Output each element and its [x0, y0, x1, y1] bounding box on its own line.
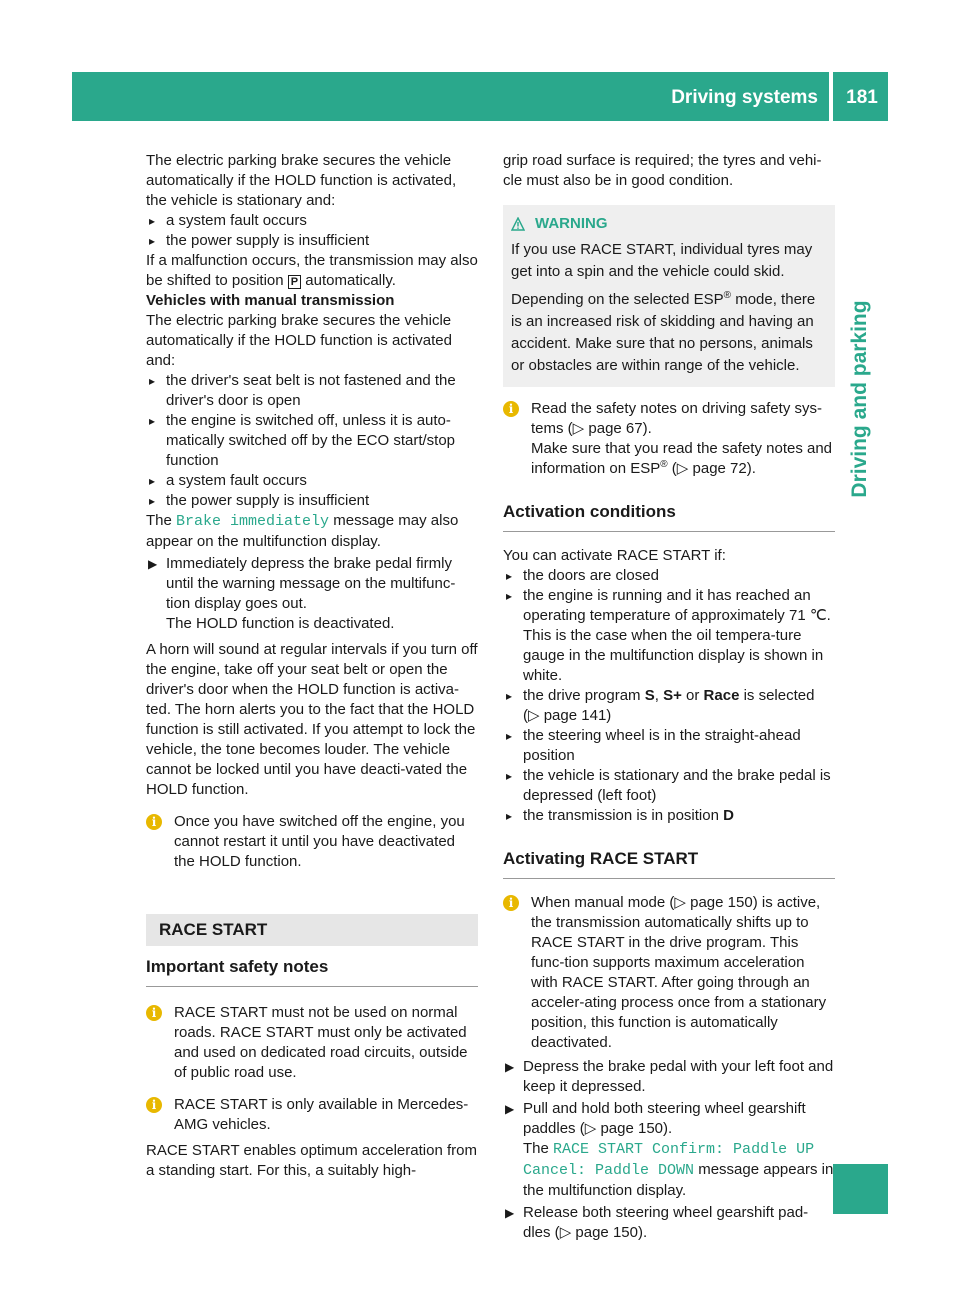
note-text: RACE START is only available in Mercedes-AMG vehicles.	[174, 1096, 469, 1133]
info-note	[503, 893, 835, 1053]
info-note	[146, 1003, 478, 1083]
subheading-manual-transmission: Vehicles with manual transmission	[146, 292, 395, 309]
step-text: Depress the brake pedal with your left foot and keep it depressed.	[523, 1058, 834, 1095]
text: mode, there is an increased risk of skidding and having an accident. Make sure that no persons, animals or obstacles are within range of the vehicle.	[511, 291, 816, 374]
side-tab	[832, 299, 888, 499]
arrow-right-icon: ▶	[505, 1060, 515, 1074]
text: If a malfunction occurs, the transmission may also be shifted to position	[146, 252, 478, 289]
list-item: ▸ the driver's seat belt is not fastened and the driver's door is open	[146, 371, 478, 411]
arrow-right-icon: ▶	[148, 557, 158, 571]
note-text: When manual mode (	[531, 894, 675, 911]
step-result: The HOLD function is deactivated.	[166, 615, 395, 632]
instruction-step	[146, 554, 478, 634]
list-item: ▸ the engine is switched off, unless it is auto-matically switched off by the ECO start/stop function	[146, 411, 478, 471]
left-column	[146, 151, 478, 1181]
text: message may also appear on the multifunction display.	[146, 512, 459, 550]
display-message: Cancel: Paddle DOWN	[523, 1162, 695, 1179]
info-note	[146, 1095, 478, 1135]
warning-text	[511, 289, 827, 377]
note-text: ) is active, the transmission automatically shifts up to RACE START in the drive program. This func-tion supports maximum acceleration with RACE START. After going through an acceler-ating process once from a stationary position, this function is automatically deactivated.	[531, 894, 827, 1051]
step-text: Immediately depress the brake pedal firmly until the warning message on the multifunc-tion display goes out.	[166, 555, 456, 612]
instruction-step	[503, 1099, 835, 1201]
header-divider	[829, 72, 833, 121]
instruction-step	[503, 1203, 835, 1243]
paragraph: A horn will sound at regular intervals if you turn off the engine, take off your seat belt or open the driver's door when the HOLD function is activa-ted. The horn alerts you to the fact that the HOLD function is still activated. If you attempt to lock the vehicle, the tone becomes louder. The vehicle cannot be locked until you have deacti-vated the HOLD function.	[146, 641, 478, 798]
page-reference[interactable]: page 150	[690, 894, 753, 911]
registered-mark: ®	[660, 459, 668, 470]
step-text: The	[523, 1140, 549, 1157]
page-number: 181	[846, 87, 878, 108]
info-icon: i	[146, 814, 162, 830]
page-reference-icon: ▷	[572, 420, 585, 437]
list-item: ▸ a system fault occurs	[146, 471, 478, 491]
page-reference-icon: ▷	[528, 707, 540, 724]
paragraph: You can activate RACE START if:	[503, 547, 726, 564]
page-reference-icon: ▷	[559, 1224, 572, 1241]
registered-mark: ®	[723, 290, 732, 301]
text: Make sure that you read the safety notes and information on ESP	[531, 440, 833, 477]
warning-title	[511, 213, 827, 235]
text: is selected	[743, 687, 815, 704]
page-reference[interactable]: page 150	[575, 1224, 638, 1241]
info-icon: i	[503, 895, 519, 911]
page-reference-icon: ▷	[676, 460, 689, 477]
step-text: ).	[663, 1120, 673, 1137]
text: the drive program	[523, 687, 641, 704]
paragraph	[146, 511, 478, 552]
paragraph: The electric parking brake secures the vehicle automatically if the HOLD function is activated and:	[146, 312, 452, 369]
paragraph	[146, 251, 478, 291]
info-note	[146, 812, 478, 872]
info-note: i Read the safety notes on driving safety sys-tems (▷ page 67). Make sure that you read the safety notes and information on ESP® (▷ page 72).	[503, 399, 835, 479]
text: or	[686, 687, 700, 704]
paragraph: The electric parking brake secures the vehicle automatically if the HOLD function is activated, the vehicle is stationary and:	[146, 152, 457, 209]
step-text: Release both steering wheel gearshift pad-dles (	[523, 1204, 809, 1241]
heading-activation-conditions: Activation conditions	[503, 501, 835, 532]
text: the transmission is in position	[523, 807, 719, 824]
list-item: ▸ the power supply is insufficient	[146, 231, 478, 251]
text: Depending on the selected ESP	[511, 291, 724, 308]
instruction-step	[503, 1057, 835, 1097]
step-text: ).	[637, 1224, 648, 1241]
arrow-right-icon: ▶	[505, 1102, 515, 1116]
gear-position-d: D	[723, 807, 734, 824]
list-item	[503, 806, 835, 826]
warning-label: WARNING	[535, 215, 608, 232]
arrow-right-icon: ▶	[505, 1206, 515, 1220]
warning-text: If you use RACE START, individual tyres may get into a spin and the vehicle could skid.	[511, 241, 813, 280]
note-text: Once you have switched off the engine, you cannot restart it until you have deactivated the HOLD function.	[174, 813, 465, 870]
list-item: ▸ the steering wheel is in the straight-ahead position	[503, 726, 835, 766]
page-reference-icon: ▷	[584, 1120, 597, 1137]
text: automatically.	[305, 272, 396, 289]
list-item: ▸ a system fault occurs	[146, 211, 478, 231]
step-text: message appears in the multifunction display.	[523, 1161, 834, 1199]
note-text: RACE START must not be used on normal roads. RACE START must only be activated and used on dedicated road circuits, outside of public road use.	[174, 1004, 468, 1081]
text: The	[146, 512, 172, 529]
warning-box	[503, 205, 835, 387]
list-item: ▸ the power supply is insufficient	[146, 491, 478, 511]
page-reference[interactable]: page 141	[543, 707, 607, 724]
display-message: Brake immediately	[176, 513, 330, 530]
info-icon: i	[146, 1005, 162, 1021]
note-text: Read the safety notes on driving safety sys-tems (	[531, 400, 822, 437]
text: ).	[642, 420, 652, 437]
list-item: ▸ the drive program S, S+ or Race is selected (▷ page 141)	[503, 686, 835, 726]
heading-safety-notes: Important safety notes	[146, 956, 478, 987]
list-item: ▸ the engine is running and it has reached an operating temperature of approximately 71 ℃. This is the case when the oil tempera-ture gauge in the multifunction display is shown in white.	[503, 586, 835, 686]
list-item: ▸ the vehicle is stationary and the brake pedal is depressed (left foot)	[503, 766, 835, 806]
page-reference[interactable]: page 150	[600, 1120, 664, 1137]
page-reference[interactable]: page 67	[588, 420, 643, 437]
heading-activating-race-start: Activating RACE START	[503, 848, 835, 879]
info-icon: i	[146, 1097, 162, 1113]
drive-program-race: Race	[703, 687, 740, 704]
text: ,	[654, 687, 659, 704]
gear-p-symbol: P	[288, 275, 301, 289]
drive-program-s-plus: S+	[663, 687, 682, 704]
side-tab-label: Driving and parking	[848, 300, 871, 498]
paragraph: grip road surface is required; the tyres and vehi-cle must also be in good condition.	[503, 152, 822, 189]
side-tab-block	[833, 1164, 888, 1214]
display-message: RACE START Confirm: Paddle UP	[553, 1141, 815, 1158]
right-column	[503, 151, 835, 1243]
paragraph: RACE START enables optimum acceleration from a standing start. For this, a suitably high-	[146, 1142, 477, 1179]
info-icon: i	[503, 401, 519, 417]
list-item: ▸ the doors are closed	[503, 566, 835, 586]
step-text: Pull and hold both steering wheel gearshift paddles (	[523, 1100, 806, 1137]
page-reference-icon: ▷	[674, 894, 686, 911]
section-heading: RACE START	[146, 914, 478, 946]
page-header-title: Driving systems	[671, 87, 818, 108]
page-reference[interactable]: page 72	[692, 460, 747, 477]
drive-program-s: S	[644, 687, 655, 704]
warning-triangle-icon	[511, 217, 525, 231]
